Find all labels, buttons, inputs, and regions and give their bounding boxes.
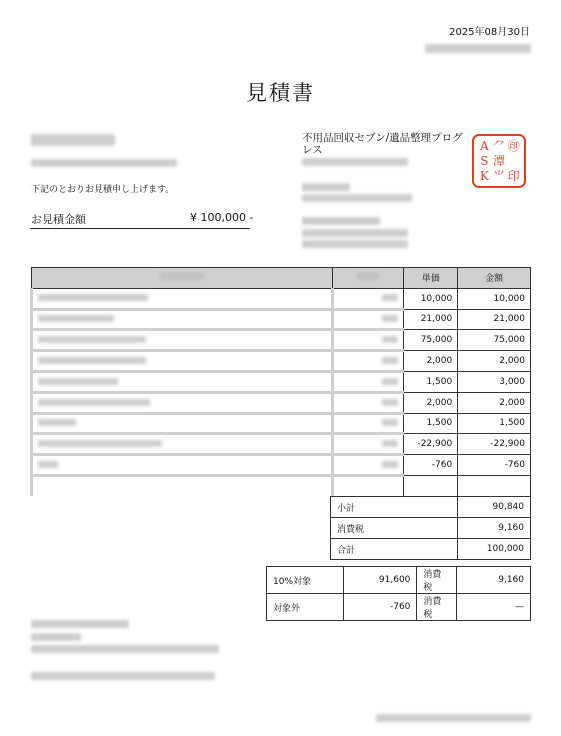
redacted-item-quantity xyxy=(382,294,398,301)
redacted-item-description xyxy=(38,357,146,364)
redacted-item-quantity xyxy=(382,357,398,364)
tax-breakdown-table xyxy=(266,566,531,621)
redacted-item-description xyxy=(38,315,114,322)
redacted-item-description xyxy=(38,440,162,447)
items-header-row xyxy=(32,268,531,289)
redacted-recipient-address xyxy=(31,159,177,167)
redacted-item-description xyxy=(38,399,150,406)
item-quantity xyxy=(332,330,404,351)
table-row xyxy=(32,413,531,434)
item-description xyxy=(32,434,333,455)
grand-total-label: 合計 xyxy=(331,539,458,560)
company-seal xyxy=(472,134,526,188)
seal-char: ⺈ xyxy=(492,139,505,154)
item-description xyxy=(32,392,333,413)
redacted-item-description xyxy=(38,461,58,468)
item-amount: -22,900 xyxy=(458,434,531,455)
item-unit-price: 1,500 xyxy=(404,413,458,434)
items-table xyxy=(30,267,531,496)
seal-char: S xyxy=(480,153,489,168)
nontaxable-value: -760 xyxy=(343,594,417,621)
redacted-footer-id xyxy=(376,714,531,722)
item-quantity xyxy=(332,434,404,455)
nontaxable-tax-value: — xyxy=(457,594,531,621)
item-amount: 3,000 xyxy=(458,371,531,392)
tax-label: 消費税 xyxy=(331,518,458,539)
page-title: 見積書 xyxy=(246,81,315,105)
redacted-company-detail xyxy=(302,158,408,166)
item-description xyxy=(32,351,333,372)
item-quantity xyxy=(332,413,404,434)
item-description xyxy=(32,371,333,392)
item-amount: 2,000 xyxy=(458,351,531,372)
item-amount: 10,000 xyxy=(458,288,531,309)
item-description xyxy=(32,413,333,434)
company-name: 不用品回収セブン/遺品整理プログレス xyxy=(302,132,463,156)
seal-char xyxy=(506,154,521,169)
redacted-item-description xyxy=(38,294,148,301)
item-unit-price: 75,000 xyxy=(404,330,458,351)
redacted-recipient-name xyxy=(31,134,115,146)
taxable-tax-label: 消費税 xyxy=(417,567,457,594)
redacted-item-description xyxy=(38,336,146,343)
total-value: ¥ 100,000 - xyxy=(190,211,254,224)
redacted-remarks xyxy=(31,672,215,680)
nontaxable-label: 対象外 xyxy=(267,594,344,621)
table-row xyxy=(32,351,531,372)
table-row xyxy=(32,392,531,413)
redacted-item-quantity xyxy=(382,461,398,468)
column-header-quantity xyxy=(332,268,404,289)
table-row xyxy=(32,371,531,392)
column-header-description xyxy=(32,268,333,289)
item-quantity xyxy=(332,371,404,392)
redacted-company-detail xyxy=(302,229,408,237)
item-quantity xyxy=(332,455,404,476)
taxable-label: 10%対象 xyxy=(267,567,344,594)
table-row xyxy=(32,309,531,330)
item-quantity xyxy=(332,288,404,309)
item-amount: 21,000 xyxy=(458,309,531,330)
item-unit-price: 21,000 xyxy=(404,309,458,330)
item-amount: 75,000 xyxy=(458,330,531,351)
estimate-note: 下記のとおりお見積申し上げます。 xyxy=(31,185,175,195)
redacted-item-quantity xyxy=(382,419,398,426)
item-description xyxy=(32,330,333,351)
item-quantity xyxy=(332,351,404,372)
redacted-item-quantity xyxy=(382,399,398,406)
redacted-remarks xyxy=(31,620,129,628)
item-unit-price: 2,000 xyxy=(404,351,458,372)
item-amount: 2,000 xyxy=(458,392,531,413)
seal-char: K xyxy=(479,168,489,183)
redacted-item-quantity xyxy=(382,440,398,447)
item-quantity xyxy=(332,392,404,413)
taxable-tax-value: 9,160 xyxy=(457,567,531,594)
item-amount: -760 xyxy=(458,455,531,476)
item-unit-price: 10,000 xyxy=(404,288,458,309)
redacted-remarks xyxy=(31,645,219,653)
subtotal-value: 90,840 xyxy=(458,497,531,518)
item-description xyxy=(32,309,333,330)
redacted-remarks xyxy=(31,633,81,641)
tax-value: 9,160 xyxy=(458,518,531,539)
item-description xyxy=(32,288,333,309)
seal-char: A xyxy=(479,139,489,154)
redacted-company-detail xyxy=(302,240,408,248)
item-unit-price: 1,500 xyxy=(404,371,458,392)
redacted-item-description xyxy=(38,378,118,385)
column-header-unit-price: 単価 xyxy=(404,268,458,289)
nontaxable-tax-label: 消費税 xyxy=(417,594,457,621)
subtotal-label: 小計 xyxy=(331,497,458,518)
summary-table xyxy=(330,496,531,560)
redacted-doc-number xyxy=(425,44,531,53)
table-row xyxy=(32,434,531,455)
seal-char: ⺌ xyxy=(492,168,505,183)
seal-char: ㊞ xyxy=(507,139,520,154)
taxable-value: 91,600 xyxy=(343,567,417,594)
item-unit-price: -760 xyxy=(404,455,458,476)
redacted-item-quantity xyxy=(382,315,398,322)
redacted-company-detail xyxy=(302,194,412,202)
redacted-item-quantity xyxy=(382,378,398,385)
grand-total-value: 100,000 xyxy=(458,539,531,560)
seal-char: 印 xyxy=(507,168,520,183)
item-amount: 1,500 xyxy=(458,413,531,434)
item-unit-price: 2,000 xyxy=(404,392,458,413)
redacted-item-quantity xyxy=(382,336,398,343)
item-quantity xyxy=(332,309,404,330)
table-row xyxy=(32,455,531,476)
seal-char: 潭 xyxy=(492,153,505,168)
total-underline xyxy=(30,228,250,229)
table-row xyxy=(32,288,531,309)
total-label: お見積金額 xyxy=(31,213,86,226)
table-row-blank xyxy=(32,475,531,496)
table-row xyxy=(32,330,531,351)
column-header-amount: 金額 xyxy=(458,268,531,289)
redacted-item-description xyxy=(38,419,76,426)
issue-date: 2025年08月30日 xyxy=(449,27,530,38)
redacted-company-detail xyxy=(302,217,380,225)
item-unit-price: -22,900 xyxy=(404,434,458,455)
item-description xyxy=(32,455,333,476)
redacted-company-detail xyxy=(302,183,350,191)
